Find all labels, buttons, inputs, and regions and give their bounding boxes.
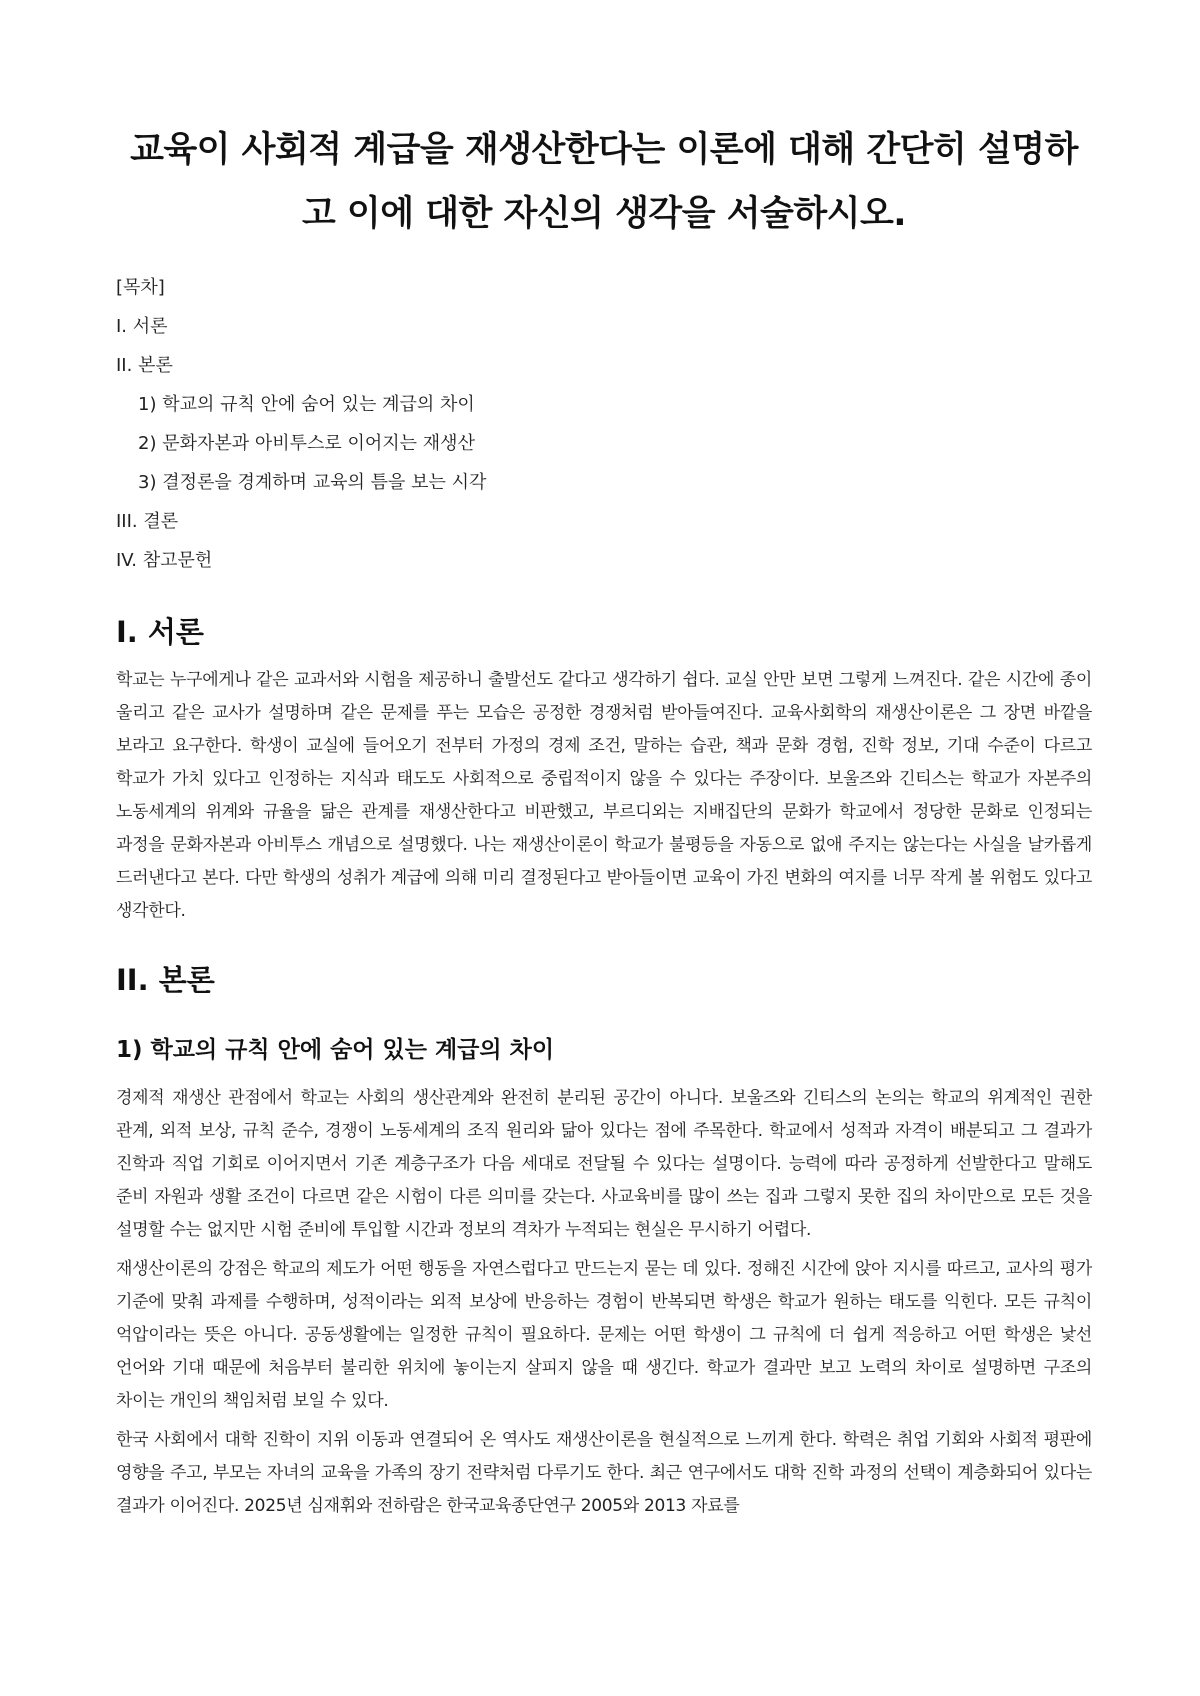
toc-item-introduction: I. 서론 bbox=[116, 316, 168, 337]
toc-heading: [목차] bbox=[116, 277, 165, 298]
body-paragraph-1: 경제적 재생산 관점에서 학교는 사회의 생산관계와 완전히 분리된 공간이 아니다. 보울즈와 긴티스의 논의는 학교의 위계적인 권한 관계, 외적 보상, 규칙 준수, 경쟁이 노동세계의 조직 원리와 닮아 있다는 점에 주목한다. 학교에서 성적과 자격이 배분되고 그 결과가 진학과 직업 기회로 이어지면서 기존 계층구조가 다음 세대로 전달될 수 있다는 설명이다. 능력에 따라 공정하게 선발한다고 말해도 준비 자원과 생활 조건이 다르면 같은 시험이 다른 의미를 갖는다. 사교육비를 많이 쓰는 집과 그렇지 못한 집의 차이만으로 모든 것을 설명할 수는 없지만 시험 준비에 투입할 시간과 정보의 격차가 누적되는 현실은 무시하기 어렵다. bbox=[116, 1088, 1092, 1240]
section-heading-body: II. 본론 bbox=[116, 963, 215, 997]
document-title: 교육이 사회적 계급을 재생산한다는 이론에 대해 간단히 설명하고 이에 대한 자신의 생각을 서술하시오. bbox=[130, 130, 1078, 234]
toc-item-body-sub-2: 2) 문화자본과 아비투스로 이어지는 재생산 bbox=[138, 433, 475, 454]
subsection-heading-1: 1) 학교의 규칙 안에 숨어 있는 계급의 차이 bbox=[116, 1037, 555, 1063]
toc-item-body-sub-3: 3) 결정론을 경계하며 교육의 틈을 보는 시각 bbox=[138, 472, 487, 493]
introduction-paragraph: 학교는 누구에게나 같은 교과서와 시험을 제공하니 출발선도 같다고 생각하기 쉽다. 교실 안만 보면 그렇게 느껴진다. 같은 시간에 종이 울리고 같은 교사가 설명하며 같은 문제를 푸는 모습은 공정한 경쟁처럼 받아들여진다. 교육사회학의 재생산이론은 그 장면 바깥을 보라고 요구한다. 학생이 교실에 들어오기 전부터 가정의 경제 조건, 말하는 습관, 책과 문화 경험, 진학 정보, 기대 수준이 다르고 학교가 가치 있다고 인정하는 지식과 태도도 사회적으로 중립적이지 않을 수 있다는 주장이다. 보울즈와 긴티스는 학교가 자본주의 노동세계의 위계와 규율을 닮은 관계를 재생산한다고 비판했고, 부르디외는 지배집단의 문화가 학교에서 정당한 문화로 인정되는 과정을 문화자본과 아비투스 개념으로 설명했다. 나는 재생산이론이 학교가 불평등을 자동으로 없애 주지는 않는다는 사실을 날카롭게 드러낸다고 본다. 다만 학생의 성취가 계급에 의해 미리 결정된다고 받아들이면 교육이 가진 변화의 여지를 너무 작게 볼 위험도 있다고 생각한다. bbox=[116, 670, 1092, 921]
toc-item-conclusion: III. 결론 bbox=[116, 511, 179, 532]
body-paragraph-3: 한국 사회에서 대학 진학이 지위 이동과 연결되어 온 역사도 재생산이론을 현실적으로 느끼게 한다. 학력은 취업 기회와 사회적 평판에 영향을 주고, 부모는 자녀의 교육을 가족의 장기 전략처럼 다루기도 한다. 최근 연구에서도 대학 진학 과정의 선택이 계층화되어 있다는 결과가 이어진다. 2025년 심재휘와 전하람은 한국교육종단연구 2005와 2013 자료를 bbox=[116, 1430, 1092, 1516]
toc-item-body: II. 본론 bbox=[116, 355, 173, 376]
section-heading-introduction: I. 서론 bbox=[116, 615, 204, 649]
body-paragraph-2: 재생산이론의 강점은 학교의 제도가 어떤 행동을 자연스럽다고 만드는지 묻는 데 있다. 정해진 시간에 앉아 지시를 따르고, 교사의 평가 기준에 맞춰 과제를 수행하며, 성적이라는 외적 보상에 반응하는 경험이 반복되면 학생은 학교가 원하는 태도를 익힌다. 모든 규칙이 억압이라는 뜻은 아니다. 공동생활에는 일정한 규칙이 필요하다. 문제는 어떤 학생이 그 규칙에 더 쉽게 적응하고 어떤 학생은 낯선 언어와 기대 때문에 처음부터 불리한 위치에 놓이는지 살피지 않을 때 생긴다. 학교가 결과만 보고 노력의 차이로 설명하면 구조의 차이는 개인의 책임처럼 보일 수 있다. bbox=[116, 1259, 1092, 1411]
table-of-contents bbox=[116, 268, 1092, 580]
toc-item-body-sub-1: 1) 학교의 규칙 안에 숨어 있는 계급의 차이 bbox=[138, 394, 475, 415]
toc-item-references: IV. 참고문헌 bbox=[116, 550, 213, 571]
